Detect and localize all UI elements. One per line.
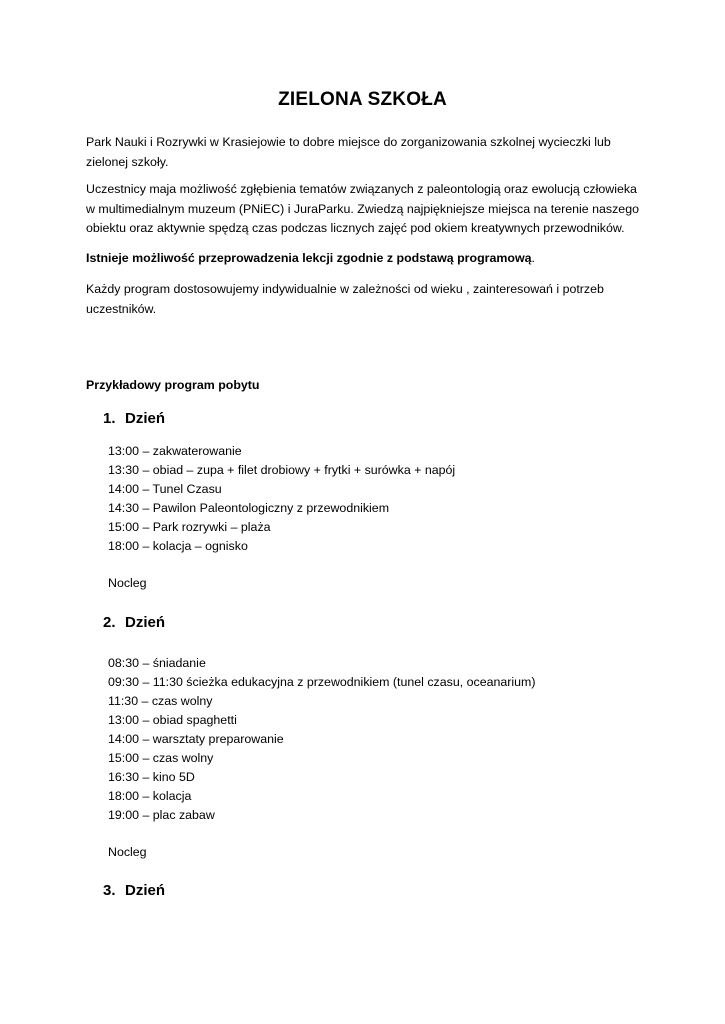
day-schedule	[108, 442, 628, 556]
schedule-item: 14:30 – Pawilon Paleontologiczny z przewodnikiem	[108, 501, 390, 515]
day-number: 3.	[103, 882, 116, 899]
overnight-note: Nocleg	[108, 845, 147, 859]
day-schedule	[108, 654, 628, 825]
schedule-item: 14:00 – Tunel Czasu	[108, 482, 222, 496]
intro-paragraph-bold	[86, 249, 646, 269]
intro-paragraph: Każdy program dostosowujemy indywidualnie w zależności od wieku , zainteresowań i potrzeb uczestników.	[86, 282, 604, 316]
schedule-item: 14:00 – warsztaty preparowanie	[108, 732, 284, 746]
schedule-item: 18:00 – kolacja	[108, 789, 192, 803]
page-title: ZIELONA SZKOŁA	[278, 89, 447, 110]
schedule-item: 13:30 – obiad – zupa + filet drobiowy + frytki + surówka + napój	[108, 463, 456, 477]
schedule-item: 16:30 – kino 5D	[108, 770, 195, 784]
day-label: Dzień	[125, 614, 166, 631]
program-heading: Przykładowy program pobytu	[86, 378, 260, 392]
program-note-period: .	[531, 251, 535, 265]
schedule-item: 13:00 – zakwaterowanie	[108, 444, 242, 458]
intro-paragraph: Uczestnicy maja możliwość zgłębienia tematów związanych z paleontologią oraz ewolucją człowieka w multimedialnym muzeum (PNiEC) i JuraParku. Zwiedzą najpiękniejsze miejsca na terenie naszego obiektu oraz aktywnie spędzą czas podczas licznych zajęć pod okiem kreatywnych przewodników.	[86, 182, 639, 235]
day-heading	[103, 614, 165, 631]
schedule-item: 13:00 – obiad spaghetti	[108, 713, 237, 727]
schedule-item: 15:00 – czas wolny	[108, 751, 214, 765]
intro-paragraph: Park Nauki i Rozrywki w Krasiejowie to dobre miejsce do zorganizowania szkolnej wycieczki lub zielonej szkoły.	[86, 135, 611, 169]
day-heading	[103, 882, 165, 899]
day-number: 2.	[103, 614, 116, 631]
schedule-item: 09:30 – 11:30 ścieżka edukacyjna z przewodnikiem (tunel czasu, oceanarium)	[108, 675, 536, 689]
schedule-item: 15:00 – Park rozrywki – plaża	[108, 520, 271, 534]
schedule-item: 11:30 – czas wolny	[108, 694, 213, 708]
schedule-item: 08:30 – śniadanie	[108, 656, 206, 670]
day-heading	[103, 410, 165, 427]
day-label: Dzień	[125, 410, 166, 427]
day-label: Dzień	[125, 882, 166, 899]
program-note: Istnieje możliwość przeprowadzenia lekcji zgodnie z podstawą programową	[86, 251, 532, 265]
schedule-item: 18:00 – kolacja – ognisko	[108, 539, 248, 553]
schedule-item: 19:00 – plac zabaw	[108, 808, 215, 822]
overnight-note: Nocleg	[108, 576, 147, 590]
day-number: 1.	[103, 410, 116, 427]
